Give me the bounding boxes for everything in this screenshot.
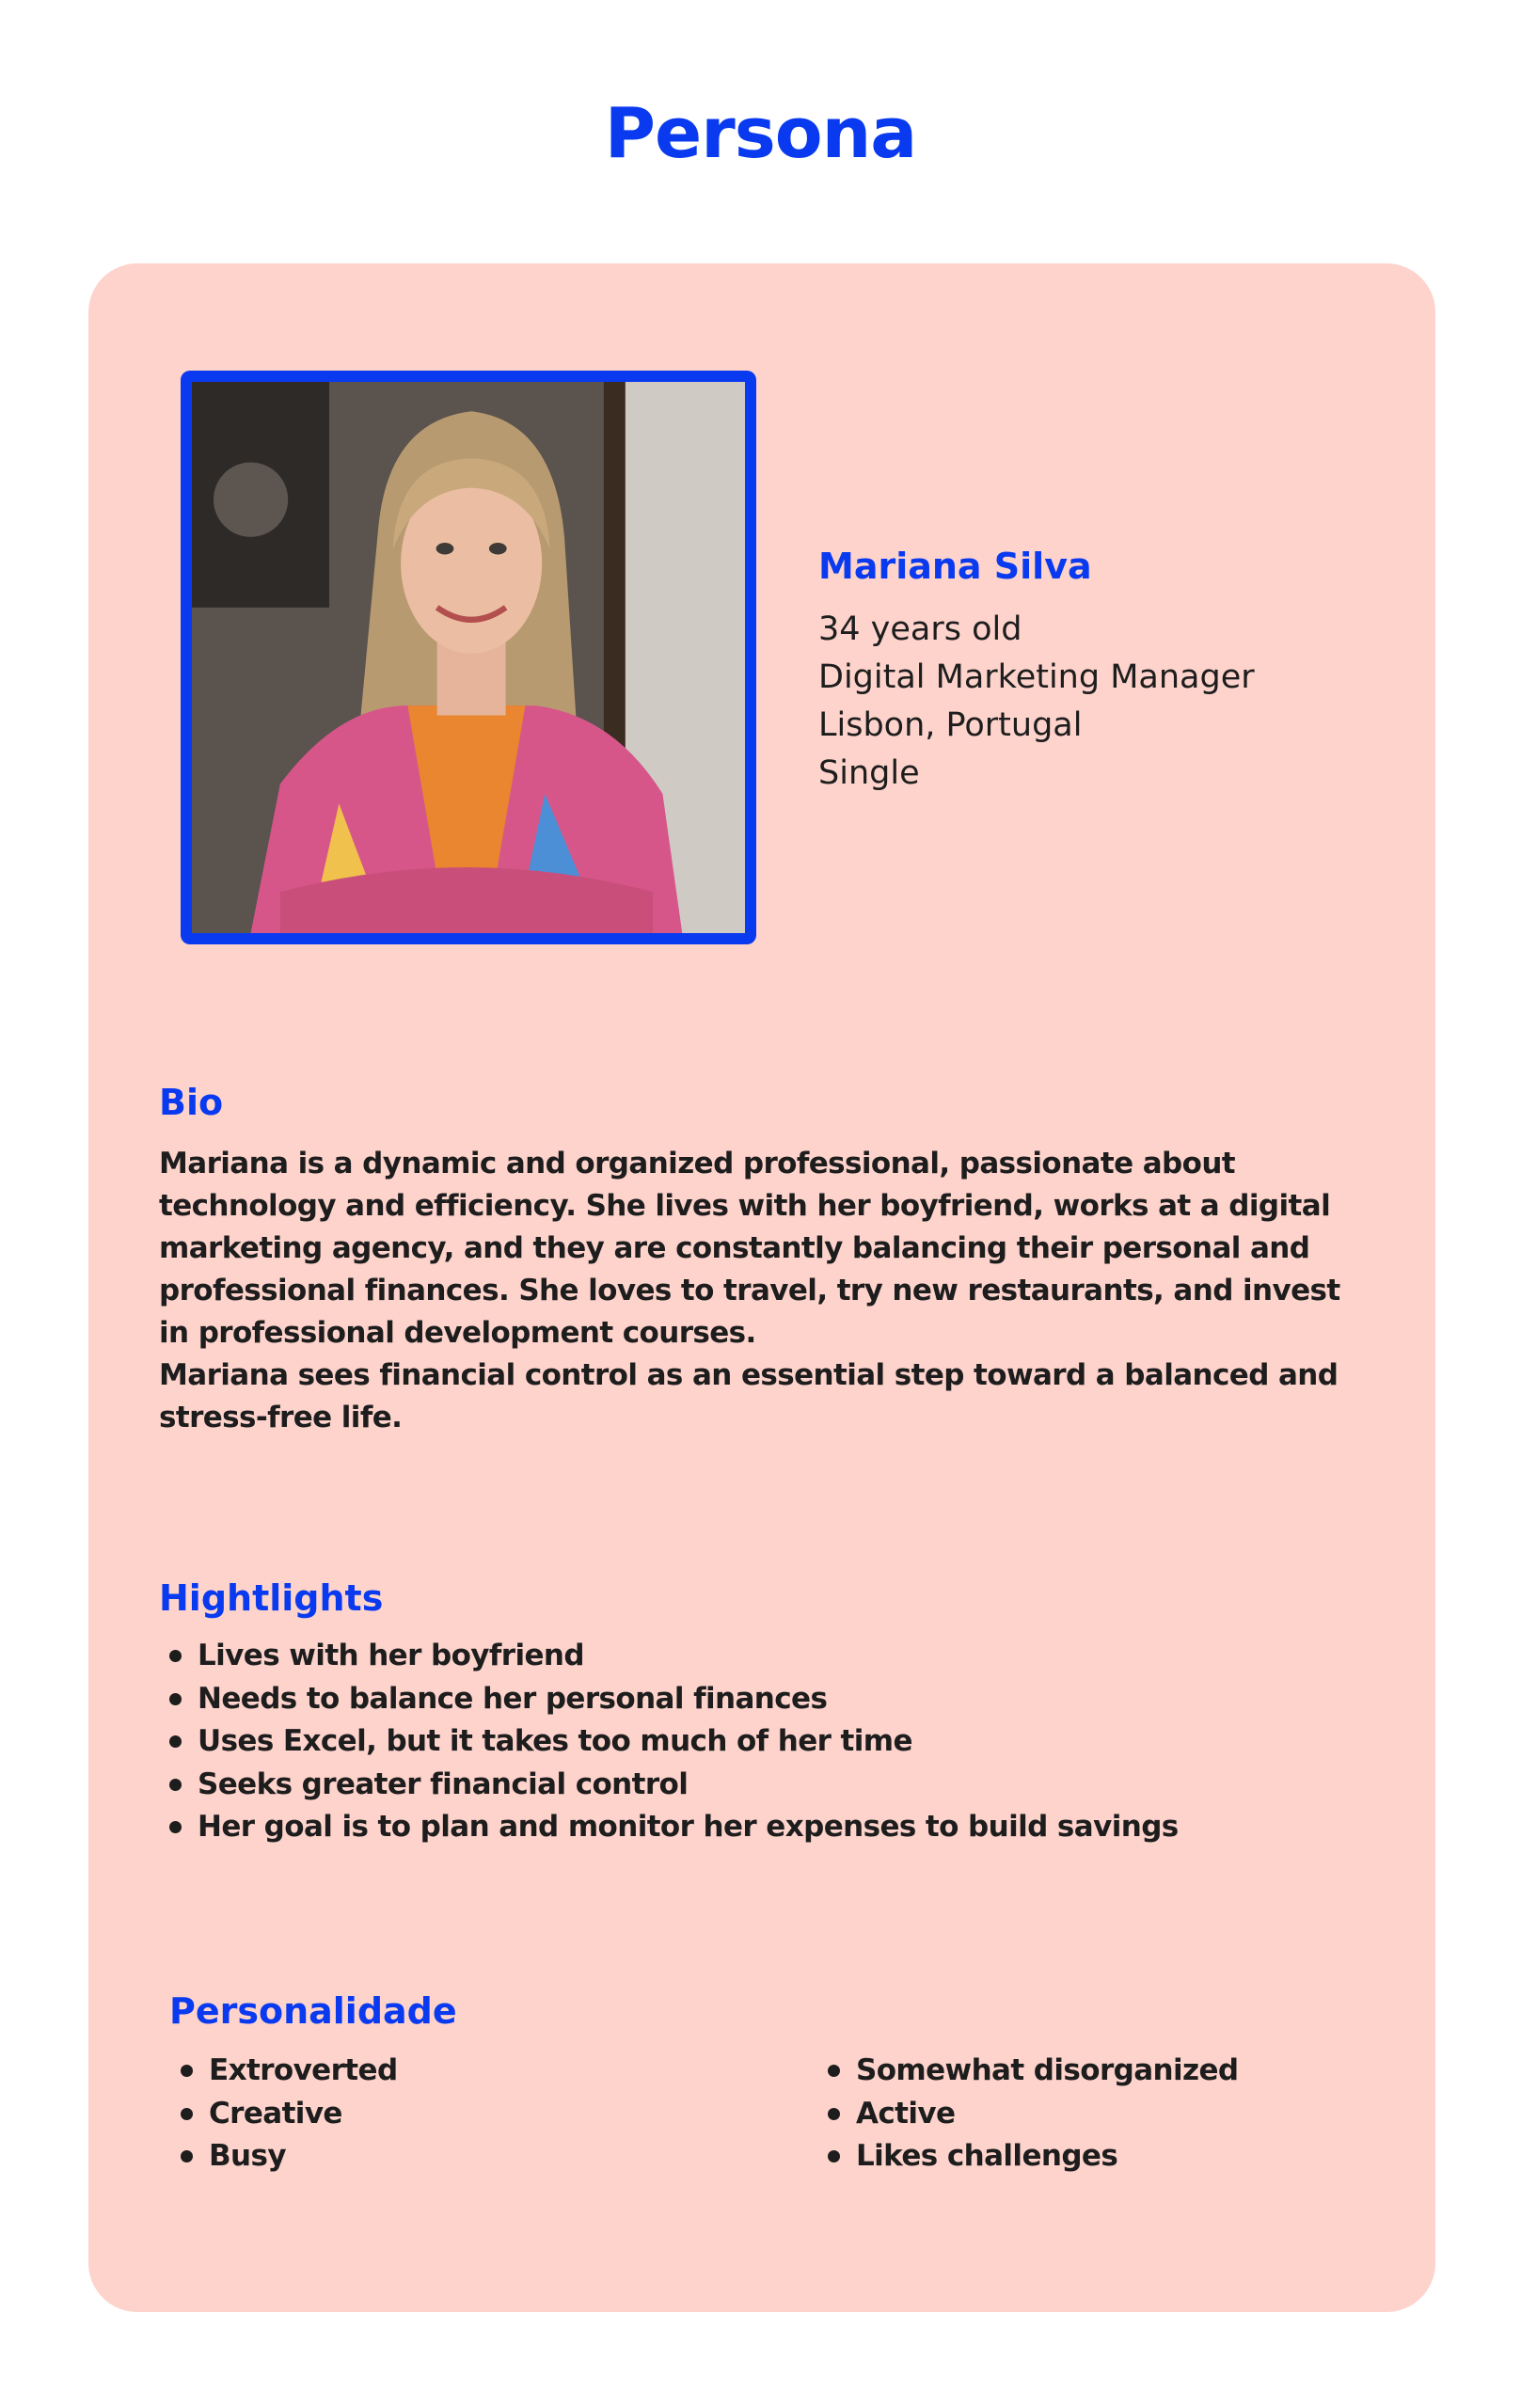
personality-heading: Personalidade bbox=[169, 1990, 457, 2032]
list-item: Needs to balance her personal finances bbox=[167, 1678, 1179, 1721]
list-item: Likes challenges bbox=[826, 2135, 1239, 2178]
highlights-heading: Hightlights bbox=[159, 1577, 384, 1619]
persona-photo-illustration bbox=[192, 382, 745, 933]
list-item: Uses Excel, but it takes too much of her time bbox=[167, 1720, 1179, 1764]
bio-text bbox=[159, 1143, 1354, 1439]
profile-info bbox=[818, 546, 1255, 798]
bio-heading: Bio bbox=[159, 1082, 224, 1123]
list-item: Extroverted bbox=[179, 2050, 398, 2093]
page-title: Persona bbox=[604, 93, 917, 174]
list-item: Active bbox=[826, 2093, 1239, 2136]
persona-location: Lisbon, Portugal bbox=[818, 705, 1083, 744]
highlights-list bbox=[167, 1635, 1179, 1849]
list-item: Her goal is to plan and monitor her expenses to build savings bbox=[167, 1806, 1179, 1849]
persona-card bbox=[88, 263, 1435, 2312]
bio-paragraph-1: Mariana is a dynamic and organized professional, passionate about technology and efficiency. She lives with her boyfriend, works at a digital marketing agency, and they are constantly balancing their personal and professional finances. She loves to travel, try new restaurants, and invest in professional development courses. bbox=[159, 1147, 1340, 1350]
personality-list-left bbox=[179, 2050, 398, 2178]
list-item: Lives with her boyfriend bbox=[167, 1635, 1179, 1678]
personality-list-right bbox=[826, 2050, 1239, 2178]
list-item: Somewhat disorganized bbox=[826, 2050, 1239, 2093]
persona-age: 34 years old bbox=[818, 610, 1022, 648]
bio-paragraph-2: Mariana sees financial control as an essential step toward a balanced and stress-free life. bbox=[159, 1358, 1339, 1434]
persona-name: Mariana Silva bbox=[818, 546, 1092, 587]
list-item: Seeks greater financial control bbox=[167, 1764, 1179, 1807]
list-item: Creative bbox=[179, 2093, 398, 2136]
persona-status: Single bbox=[818, 753, 920, 792]
persona-role: Digital Marketing Manager bbox=[818, 657, 1255, 696]
persona-photo bbox=[181, 371, 756, 944]
list-item: Busy bbox=[179, 2135, 398, 2178]
